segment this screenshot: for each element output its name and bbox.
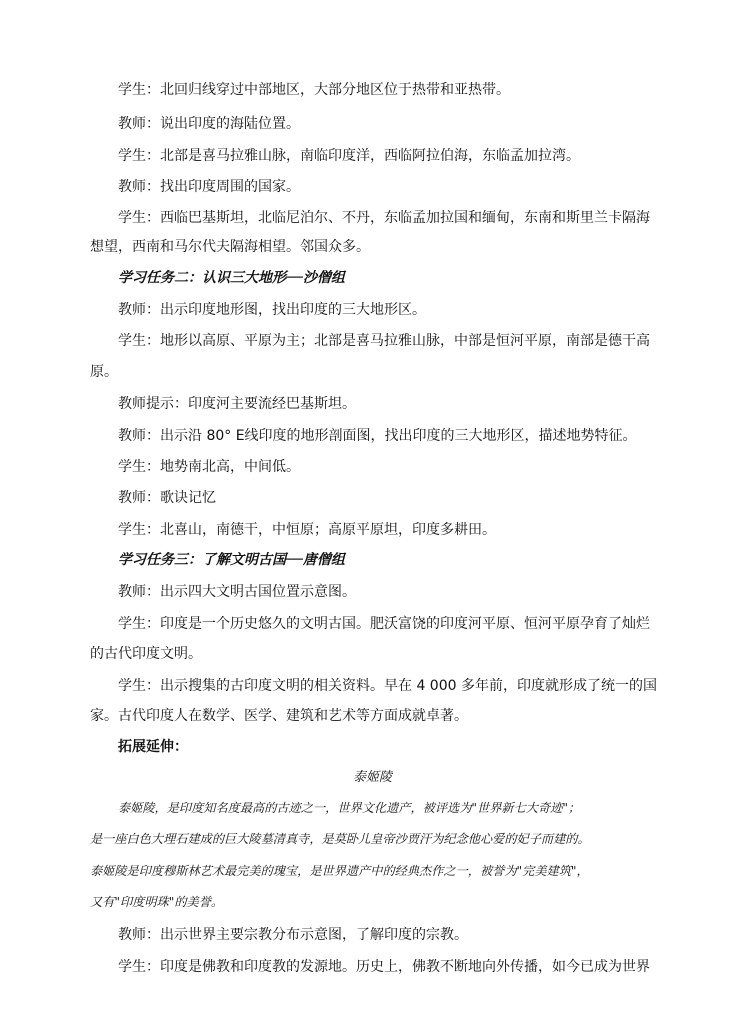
paragraph-student-terrain-cont: 原。 xyxy=(90,364,118,380)
paragraph-teacher-civilizations: 教师：出示四大文明古国位置示意图。 xyxy=(118,584,356,600)
paragraph-student-borders: 学生：北部是喜马拉雅山脉，南临印度洋，西临阿拉伯海，东临孟加拉湾。 xyxy=(118,148,580,164)
paragraph-student-religion: 学生：印度是佛教和印度教的发源地。历史上，佛教不断地向外传播，如今已成为世界 xyxy=(118,959,650,975)
reading-line: 又有"印度明珠"的美誉。 xyxy=(90,895,224,909)
paragraph-student-terrain: 学生：地形以高原、平原为主；北部是喜马拉雅山脉，中部是恒河平原，南部是德干高 xyxy=(118,333,650,349)
paragraph-student-tropic: 学生：北回归线穿过中部地区，大部分地区位于热带和亚热带。 xyxy=(118,82,510,98)
paragraph-teacher-hint: 教师提示：印度河主要流经巴基斯坦。 xyxy=(118,396,356,412)
paragraph-teacher-terrain-map: 教师：出示印度地形图，找出印度的三大地形区。 xyxy=(118,302,426,318)
paragraph-student-civilization-cont: 的古代印度文明。 xyxy=(90,646,202,662)
paragraph-teacher-neighbors: 教师：找出印度周围的国家。 xyxy=(118,179,300,195)
reading-line: 是一座白色大理石建成的巨大陵墓清真寺，是莫卧儿皇帝沙贾汗为纪念他心爱的妃子而建的。 xyxy=(90,832,590,846)
paragraph-teacher-mnemonic: 教师：歌诀记忆 xyxy=(118,490,216,506)
paragraph-teacher-profile: 教师：出示沿 80° E线印度的地形剖面图，找出印度的三大地形区，描述地势特征。 xyxy=(118,428,637,444)
paragraph-student-neighbors-cont: 想望，西南和马尔代夫隔海相望。邻国众多。 xyxy=(90,239,370,255)
reading-line: 泰姬陵是印度穆斯林艺术最完美的瑰宝，是世界遗产中的经典杰作之一，被誉为"完美建筑"， xyxy=(90,864,589,878)
reading-line: 泰姬陵，是印度知名度最高的古迹之一，世界文化遗产，被评选为"世界新七大奇迹"； xyxy=(118,801,581,815)
paragraph-teacher-location: 教师：说出印度的海陆位置。 xyxy=(118,116,300,132)
reading-title: 泰姬陵 xyxy=(352,770,392,785)
paragraph-student-relief: 学生：地势南北高，中间低。 xyxy=(118,459,300,475)
paragraph-student-materials-cont: 家。古代印度人在数学、医学、建筑和艺术等方面成就卓著。 xyxy=(90,708,468,724)
paragraph-student-neighbors: 学生：西临巴基斯坦，北临尼泊尔、不丹，东临孟加拉国和缅甸，东南和斯里兰卡隔海 xyxy=(118,210,650,226)
paragraph-teacher-religion: 教师：出示世界主要宗教分布示意图，了解印度的宗教。 xyxy=(118,927,468,943)
paragraph-student-mnemonic: 学生：北喜山，南德干，中恒原；高原平原坦，印度多耕田。 xyxy=(118,522,496,538)
paragraph-student-civilization: 学生：印度是一个历史悠久的文明古国。肥沃富饶的印度河平原、恒河平原孕育了灿烂 xyxy=(118,616,650,632)
task-two-heading: 学习任务二：认识三大地形──沙僧组 xyxy=(118,270,345,286)
task-three-heading: 学习任务三：了解文明古国──唐僧组 xyxy=(118,552,345,568)
paragraph-student-materials: 学生：出示搜集的古印度文明的相关资料。早在 4 000 多年前，印度就形成了统一的国 xyxy=(118,678,657,694)
extension-heading: 拓展延伸： xyxy=(118,739,188,755)
